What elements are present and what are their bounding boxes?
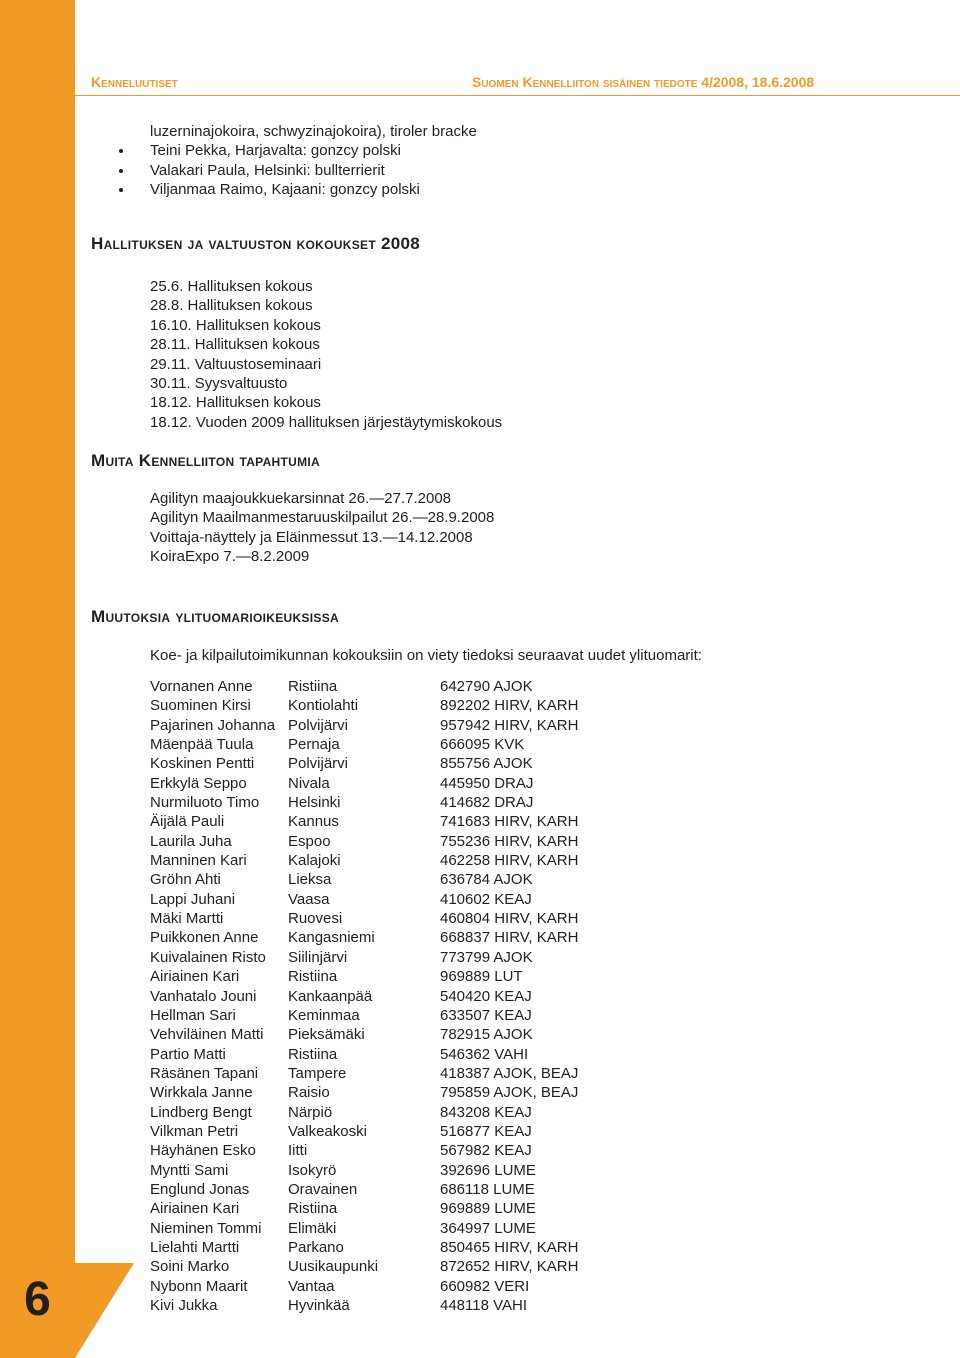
judge-name: Häyhänen Esko xyxy=(150,1142,256,1160)
judge-name: Airiainen Kari xyxy=(150,968,240,986)
judge-name: Hellman Sari xyxy=(150,1006,236,1024)
judge-rights: 448118 VAHI xyxy=(440,1297,528,1314)
judge-name: Kuivalainen Risto xyxy=(150,948,266,966)
judge-rights: 795859 AJOK, BEAJ xyxy=(440,1084,579,1102)
judge-name: Koskinen Pentti xyxy=(150,755,255,773)
list-item: 28.8. Hallituksen kokous xyxy=(150,297,313,315)
header-publication: Suomen Kennelliiton sisäinen tiedote 4/2008, 18.6.2008 xyxy=(472,74,815,90)
judge-rights: 686118 LUME xyxy=(440,1180,535,1198)
judge-rights: 633507 KEAJ xyxy=(440,1006,532,1024)
judge-location: Raisio xyxy=(288,1084,330,1102)
header-rule xyxy=(75,95,960,96)
judge-location: Kontiolahti xyxy=(288,697,359,715)
judge-name: Vanhatalo Jouni xyxy=(150,987,257,1005)
list-item: 29.11. Valtuustoseminaari xyxy=(150,355,322,373)
list-item: Valakari Paula, Helsinki: bullterrierit xyxy=(150,161,477,180)
judge-rights: 741683 HIRV, KARH xyxy=(440,813,579,831)
list-item: 18.12. Hallituksen kokous xyxy=(150,394,321,412)
judge-rights: 969889 LUT xyxy=(440,968,523,986)
list-item: Agilityn Maailmanmestaruuskilpailut 26.—28.9.2008 xyxy=(150,509,495,527)
judge-rights: 668837 HIRV, KARH xyxy=(440,929,579,947)
judge-location: Ristiina xyxy=(288,1045,338,1063)
list-item: 28.11. Hallituksen kokous xyxy=(150,336,320,354)
judge-rights: 462258 HIRV, KARH xyxy=(440,852,579,870)
list-item: 30.11. Syysvaltuusto xyxy=(150,375,288,393)
judge-rights: 410602 KEAJ xyxy=(440,890,532,908)
judge-name: Pajarinen Johanna xyxy=(150,716,276,734)
judge-rights: 546362 VAHI xyxy=(440,1045,529,1063)
judge-location: Polvijärvi xyxy=(288,755,349,773)
judge-location: Helsinki xyxy=(288,794,341,812)
judge-location: Uusikaupunki xyxy=(288,1258,379,1276)
list-item: Voittaja-näyttely ja Eläinmessut 13.—14.12.2008 xyxy=(150,528,473,546)
judge-location: Närpiö xyxy=(288,1103,333,1121)
judge-location: Vaasa xyxy=(288,890,330,908)
judge-name: Airiainen Kari xyxy=(150,1200,240,1218)
judge-name: Laurila Juha xyxy=(150,832,232,850)
judge-location: Polvijärvi xyxy=(288,716,349,734)
judge-name: Vehviläinen Matti xyxy=(150,1026,264,1044)
judge-location: Nivala xyxy=(288,774,330,792)
judge-name: Englund Jonas xyxy=(150,1180,250,1198)
judge-rights: 460804 HIRV, KARH xyxy=(440,910,579,928)
judge-location: Ristiina xyxy=(288,678,338,695)
list-item: 18.12. Vuoden 2009 hallituksen järjestäytymiskokous xyxy=(150,413,503,431)
judge-name: Erkkylä Seppo xyxy=(150,774,247,792)
judge-name: Nurmiluoto Timo xyxy=(150,794,260,812)
list-item: 25.6. Hallituksen kokous xyxy=(150,278,313,295)
judge-name: Partio Matti xyxy=(150,1045,226,1063)
judge-location: Keminmaa xyxy=(288,1006,360,1024)
judge-name: Lappi Juhani xyxy=(150,890,236,908)
intro-list xyxy=(150,122,477,200)
judge-rights: 392696 LUME xyxy=(440,1161,536,1179)
judge-rights: 892202 HIRV, KARH xyxy=(440,697,579,715)
judge-rights: 516877 KEAJ xyxy=(440,1122,532,1140)
judge-rights: 567982 KEAJ xyxy=(440,1142,532,1160)
judge-location: Pieksämäki xyxy=(288,1026,365,1044)
list-item: Viljanmaa Raimo, Kajaani: gonzcy polski xyxy=(150,180,477,199)
judge-name: Räsänen Tapani xyxy=(150,1064,259,1082)
judge-name: Lindberg Bengt xyxy=(150,1103,252,1121)
events-list xyxy=(150,489,494,567)
judge-name: Mäki Martti xyxy=(150,910,224,928)
judge-rights: 666095 KVK xyxy=(440,736,525,754)
judge-location: Vantaa xyxy=(288,1277,335,1295)
judge-rights: 660982 VERI xyxy=(440,1277,530,1295)
judge-location: Kankaanpää xyxy=(288,987,373,1005)
judge-rights: 636784 AJOK xyxy=(440,871,533,889)
judge-location: Kalajoki xyxy=(288,852,341,870)
list-item: Agilityn maajoukkuekarsinnat 26.—27.7.2008 xyxy=(150,490,452,507)
section-title-meetings: Hallituksen ja valtuuston kokoukset 2008 xyxy=(91,234,420,253)
section-title-judges: Muutoksia ylituomarioikeuksissa xyxy=(91,607,339,626)
judges-intro: Koe- ja kilpailutoimikunnan kokouksiin on viety tiedoksi seuraavat uudet ylituomarit: xyxy=(150,647,702,664)
judge-location: Kannus xyxy=(288,813,339,831)
judge-location: Ristiina xyxy=(288,968,338,986)
judge-location: Ruovesi xyxy=(288,910,343,928)
judge-location: Valkeakoski xyxy=(288,1122,367,1140)
judge-location: Parkano xyxy=(288,1238,344,1256)
judge-name: Mäenpää Tuula xyxy=(150,736,254,754)
page-number: 6 xyxy=(24,1273,51,1326)
judge-rights: 642790 AJOK xyxy=(440,678,533,695)
header-section-name: Kenneluutiset xyxy=(91,74,178,90)
judge-location: Pernaja xyxy=(288,736,340,754)
judge-rights: 414682 DRAJ xyxy=(440,794,534,812)
judge-name: Lielahti Martti xyxy=(150,1238,240,1256)
left-margin-bar xyxy=(0,0,75,1358)
judge-rights: 855756 AJOK xyxy=(440,755,533,773)
list-item: Teini Pekka, Harjavalta: gonzcy polski xyxy=(150,141,477,160)
judge-name: Puikkonen Anne xyxy=(150,929,259,947)
judge-name: Wirkkala Janne xyxy=(150,1084,253,1102)
judge-location: Hyvinkää xyxy=(288,1297,350,1314)
meetings-list xyxy=(150,277,502,432)
judge-rights: 445950 DRAJ xyxy=(440,774,534,792)
judge-name: Manninen Kari xyxy=(150,852,247,870)
judge-name: Myntti Sami xyxy=(150,1161,229,1179)
judge-location: Siilinjärvi xyxy=(288,948,348,966)
list-item: KoiraExpo 7.—8.2.2009 xyxy=(150,548,310,566)
judge-rights: 843208 KEAJ xyxy=(440,1103,532,1121)
judge-location: Lieksa xyxy=(288,871,332,889)
judge-name: Gröhn Ahti xyxy=(150,871,221,889)
judge-rights: 364997 LUME xyxy=(440,1219,536,1237)
judge-rights: 773799 AJOK xyxy=(440,948,533,966)
section-title-events: Muita Kennelliiton tapahtumia xyxy=(91,451,321,470)
judge-name: Vilkman Petri xyxy=(150,1122,239,1140)
judge-name: Kivi Jukka xyxy=(150,1297,218,1314)
judge-location: Isokyrö xyxy=(288,1161,337,1179)
judge-name: Vornanen Anne xyxy=(150,678,253,695)
judge-location: Espoo xyxy=(288,832,331,850)
judge-rights: 969889 LUME xyxy=(440,1200,536,1218)
judge-location: Tampere xyxy=(288,1064,347,1082)
judge-rights: 782915 AJOK xyxy=(440,1026,533,1044)
judge-name: Suominen Kirsi xyxy=(150,697,251,715)
judge-rights: 540420 KEAJ xyxy=(440,987,532,1005)
judge-location: Elimäki xyxy=(288,1219,337,1237)
list-item: luzerninajokoira, schwyzinajokoira), tiroler bracke xyxy=(150,123,477,140)
judge-location: Oravainen xyxy=(288,1180,358,1198)
judge-name: Nieminen Tommi xyxy=(150,1219,262,1237)
list-item: 16.10. Hallituksen kokous xyxy=(150,316,321,334)
judge-name: Äijälä Pauli xyxy=(150,813,225,831)
judge-rights: 850465 HIRV, KARH xyxy=(440,1238,579,1256)
judge-rights: 957942 HIRV, KARH xyxy=(440,716,579,734)
judge-location: Ristiina xyxy=(288,1200,338,1218)
judge-rights: 755236 HIRV, KARH xyxy=(440,832,579,850)
judge-rights: 872652 HIRV, KARH xyxy=(440,1258,579,1276)
judge-location: Kangasniemi xyxy=(288,929,375,947)
judge-name: Nybonn Maarit xyxy=(150,1277,248,1295)
judge-location: Iitti xyxy=(288,1142,308,1160)
judge-rights: 418387 AJOK, BEAJ xyxy=(440,1064,579,1082)
judge-name: Soini Marko xyxy=(150,1258,230,1276)
